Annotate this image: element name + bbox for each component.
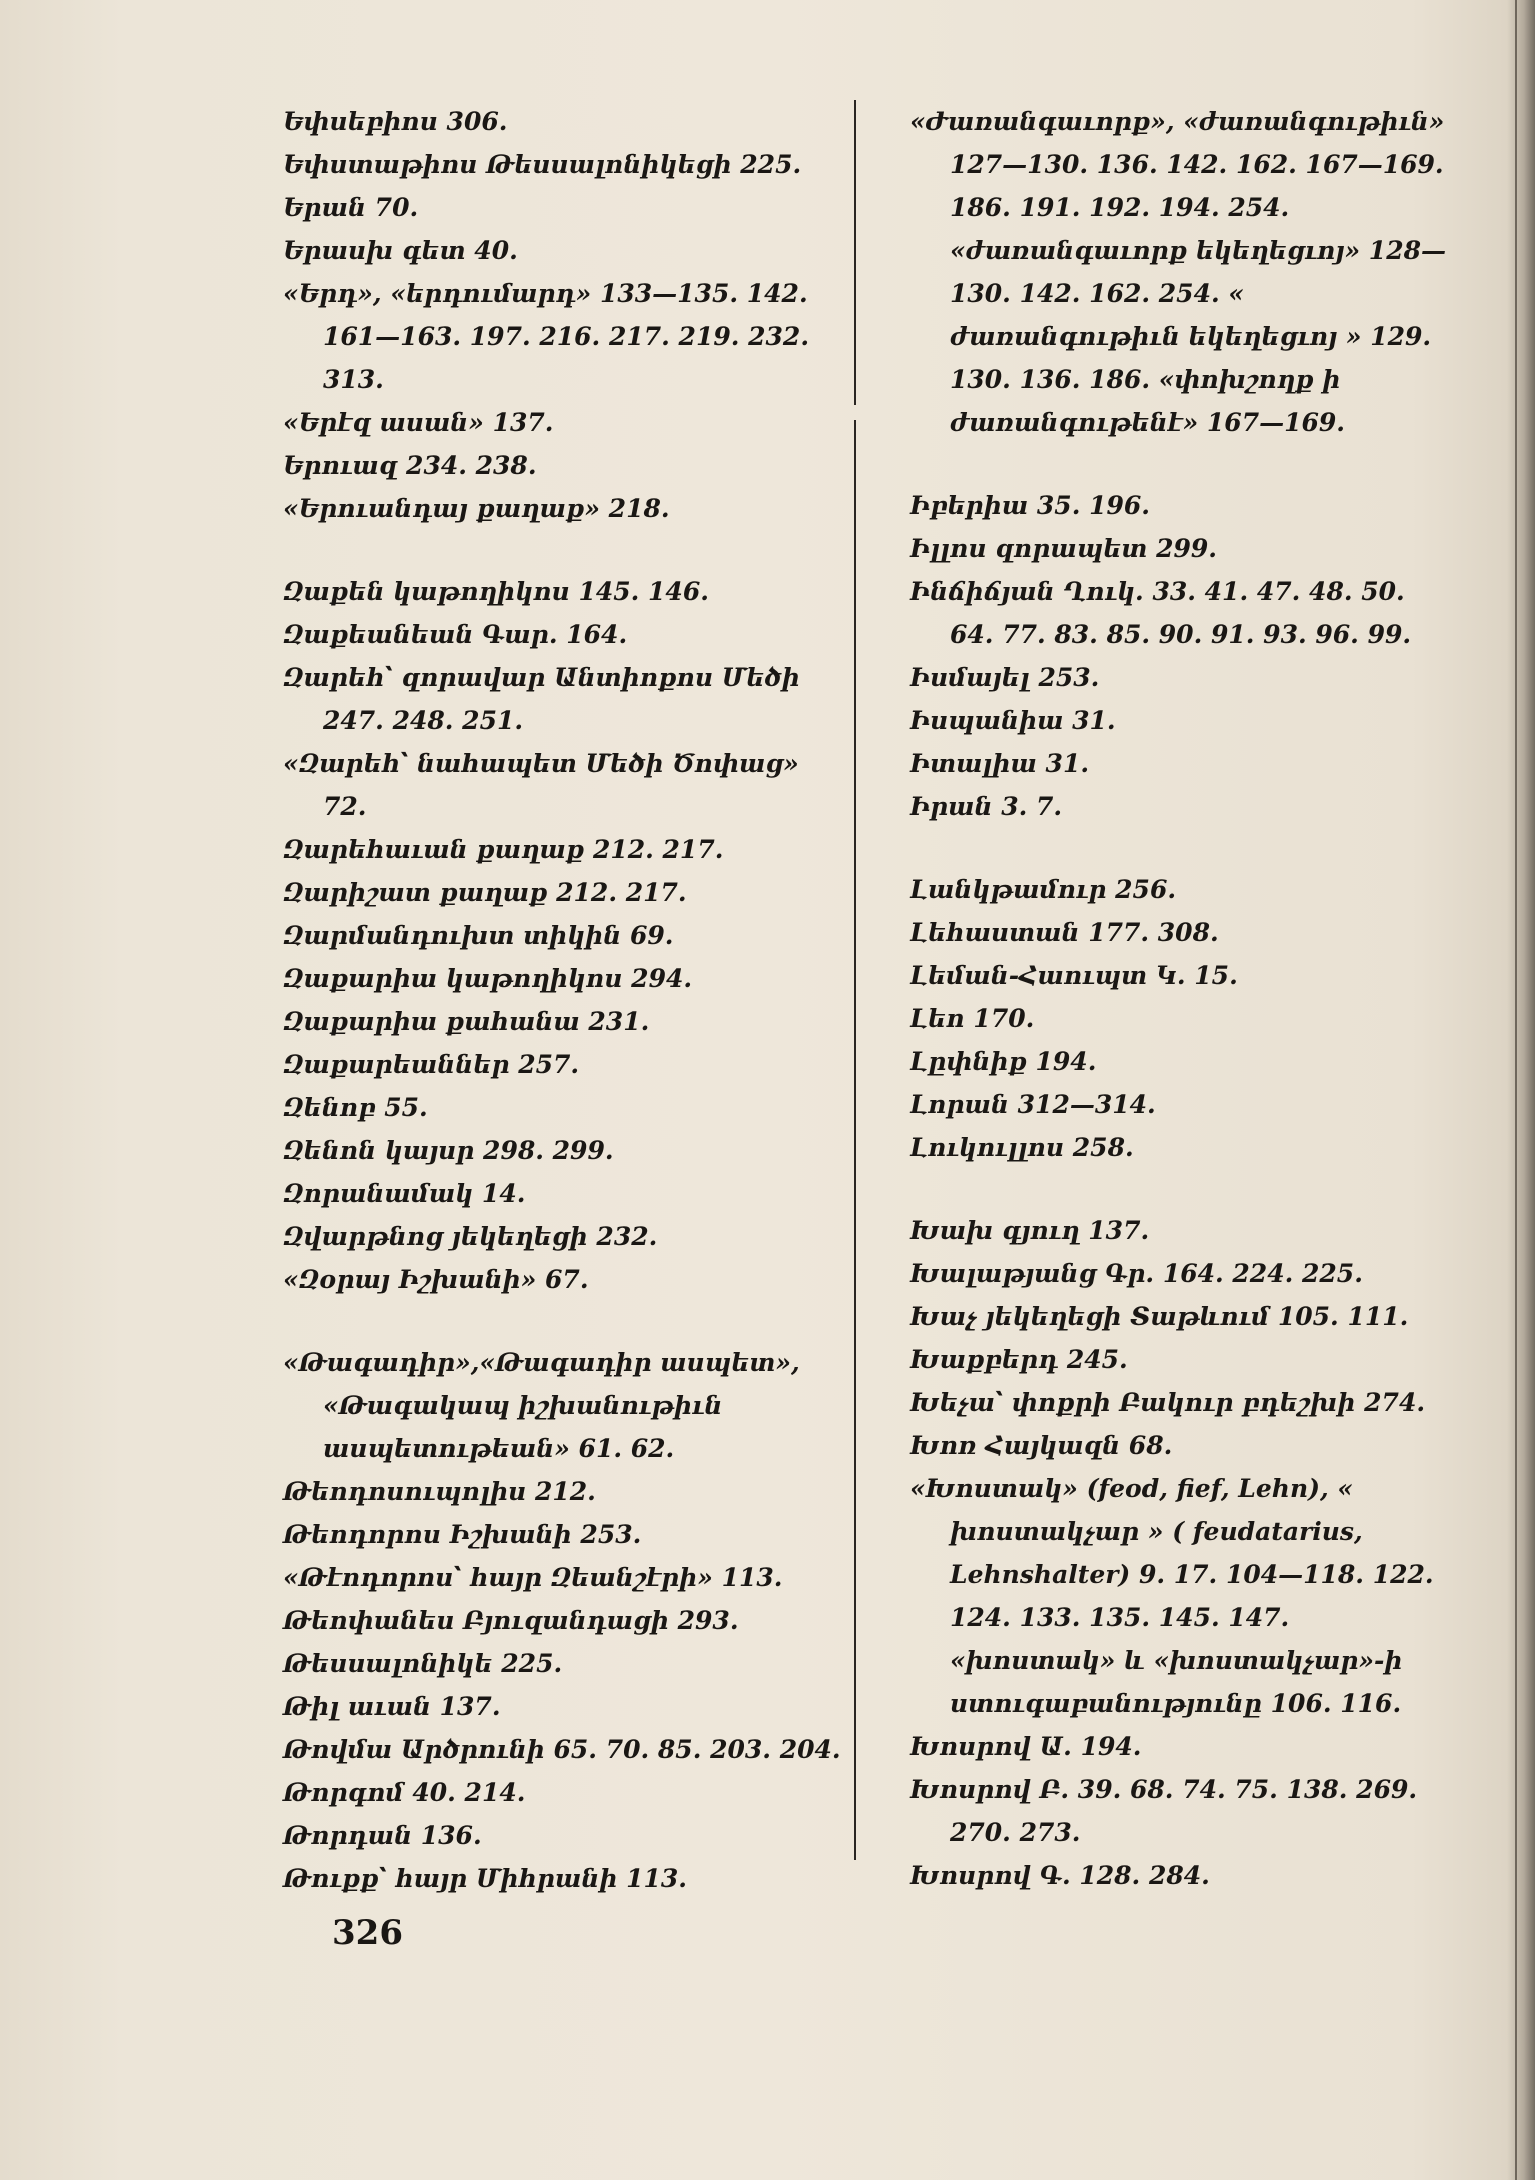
index-entry: Թեսսալոնիկե 225. [283, 1649, 563, 1678]
index-entry: Թորգոմ 40. 214. [283, 1778, 526, 1807]
index-entry: Խաքբերդ 245. [910, 1345, 1128, 1374]
column-rule-top [854, 100, 856, 405]
index-column-right [910, 100, 1450, 1897]
index-entry: Ինճիճյան Ղուկ. 33. 41. 47. 48. 50. 64. 77. 83. 85. 90. 91. 93. 96. 99. [910, 577, 1412, 649]
index-entry: Խեչա՝ փոքրի Բակուր բդեշխի 274. [910, 1388, 1426, 1417]
index-entry: Եփսեբիոս 306. [283, 107, 508, 136]
index-entry: Թուքք՝ հայր Միհրանի 113. [283, 1864, 688, 1893]
index-entry: Խաչ յեկեղեցի Տաթևում 105. 111. [910, 1302, 1409, 1331]
index-entry: Զաքեանեան Գար. 164. [283, 620, 628, 649]
index-entry: «Թէոդորոս՝ հայր Զեանշէրի» 113. [283, 1563, 783, 1592]
index-entry: Իսպանիա 31. [910, 706, 1116, 735]
index-entry: Խոսրով Գ. 128. 284. [910, 1861, 1210, 1890]
index-entry: Զենոբ 55. [283, 1093, 428, 1122]
section-gap [910, 444, 1450, 484]
index-entry: Լեհաստան 177. 308. [910, 918, 1219, 947]
index-entry: Զարմանդուխտ տիկին 69. [283, 921, 674, 950]
index-entry: Զարեհաւան քաղաք 212. 217. [283, 835, 724, 864]
index-entry: Թեոդոսուպոլիս 212. [283, 1477, 596, 1506]
index-entry: Երան 70. [283, 193, 419, 222]
section-gap [910, 1169, 1450, 1209]
index-entry: Լեման-Հաուպտ Կ. 15. [910, 961, 1238, 990]
page-number: 326 [332, 1913, 403, 1953]
index-entry: Երուազ 234. 238. [283, 451, 537, 480]
index-entry: Թեոդորոս Իշխանի 253. [283, 1520, 642, 1549]
index-entry: Զաքարիա կաթողիկոս 294. [283, 964, 693, 993]
section-gap [910, 828, 1450, 868]
index-entry: «Զօրայ Իշխանի» 67. [283, 1265, 589, 1294]
index-entry: Լանկթամուր 256. [910, 875, 1177, 904]
index-entry: «Երէզ ասան» 137. [283, 408, 554, 437]
index-entry: Զորանամակ 14. [283, 1179, 526, 1208]
index-entry: «Երուանդայ քաղաք» 218. [283, 494, 670, 523]
index-entry: Զենոն կայսր 298. 299. [283, 1136, 614, 1165]
index-entry: Լեո 170. [910, 1004, 1035, 1033]
index-entry: Լորան 312—314. [910, 1090, 1156, 1119]
index-entry: Թորդան 136. [283, 1821, 482, 1850]
index-entry: Խոռ Հայկազն 68. [910, 1431, 1173, 1460]
index-entry: Խոսրով Բ. 39. 68. 74. 75. 138. 269. 270. 273. [910, 1775, 1418, 1847]
index-column-left [283, 100, 843, 1900]
binding-edge [1515, 0, 1517, 2180]
index-entry: «Զարեհ՝ նահապետ Մեծի Ծոփաց» 72. [283, 749, 799, 821]
index-entry: Իլլոս զորապետ 299. [910, 534, 1217, 563]
index-entry: Երասխ գետ 40. [283, 236, 518, 265]
section-gap [283, 530, 843, 570]
index-entry: Թիլ աւան 137. [283, 1692, 501, 1721]
index-entry: Զվարթնոց յեկեղեցի 232. [283, 1222, 658, 1251]
index-entry: «Խոստակ» (feod, fief, Lehn), « խոստակչար » ( feudatarius, Lehnshalter) 9. 17. 104—118. 122. 124. 133. 135. 145. 147. «խոստակ» և «խոստակչար»-ի ստուգաբանությունը 106. 116. [910, 1474, 1434, 1718]
section-gap [283, 1301, 843, 1341]
index-entry: Խոսրով Ա. 194. [910, 1732, 1142, 1761]
index-entry: «Երդ», «երդումարդ» 133—135. 142. 161—163. 197. 216. 217. 219. 232. 313. [283, 279, 810, 394]
index-entry: Թովմա Արծրունի 65. 70. 85. 203. 204. [283, 1735, 841, 1764]
index-entry: Իտալիա 31. [910, 749, 1090, 778]
index-entry: Լըփնիք 194. [910, 1047, 1097, 1076]
index-entry: «Ժառանգաւորք», «ժառանգութիւն» 127—130. 136. 142. 162. 167—169. 186. 191. 192. 194. 254. «ժառանգաւորք եկեղեցւոյ» 128—130. 142. 162. 254. « ժառանգութիւն եկեղեցւոյ » 129. 130. 136. 186. «փոխշողք ի ժառանգութենէ» 167—169. [910, 107, 1446, 437]
column-rule-bottom [854, 420, 856, 1860]
index-entry: Զարիշատ քաղաք 212. 217. [283, 878, 687, 907]
index-entry: Եփստաթիոս Թեսսալոնիկեցի 225. [283, 150, 802, 179]
index-entry: Խալաթյանց Գր. 164. 224. 225. [910, 1259, 1363, 1288]
index-entry: Իրան 3. 7. [910, 792, 1063, 821]
index-entry: Զարեհ՝ զորավար Անտիոքոս Մեծի 247. 248. 251. [283, 663, 800, 735]
index-entry: Զաքարիա քահանա 231. [283, 1007, 650, 1036]
index-entry: Զաքեն կաթողիկոս 145. 146. [283, 577, 709, 606]
index-entry: Խախ գյուղ 137. [910, 1216, 1150, 1245]
index-entry: Լուկուլլոս 258. [910, 1133, 1134, 1162]
binding-shadow [1507, 0, 1535, 2180]
index-entry: Զաքարեաններ 257. [283, 1050, 580, 1079]
index-entry: Իսմայել 253. [910, 663, 1100, 692]
index-entry: «Թագադիր»,«Թագադիր ասպետ», «Թագակապ իշխանութիւն ասպետութեան» 61. 62. [283, 1348, 800, 1463]
index-entry: Թեոփանես Բյուզանդացի 293. [283, 1606, 739, 1635]
index-entry: Իբերիա 35. 196. [910, 491, 1150, 520]
